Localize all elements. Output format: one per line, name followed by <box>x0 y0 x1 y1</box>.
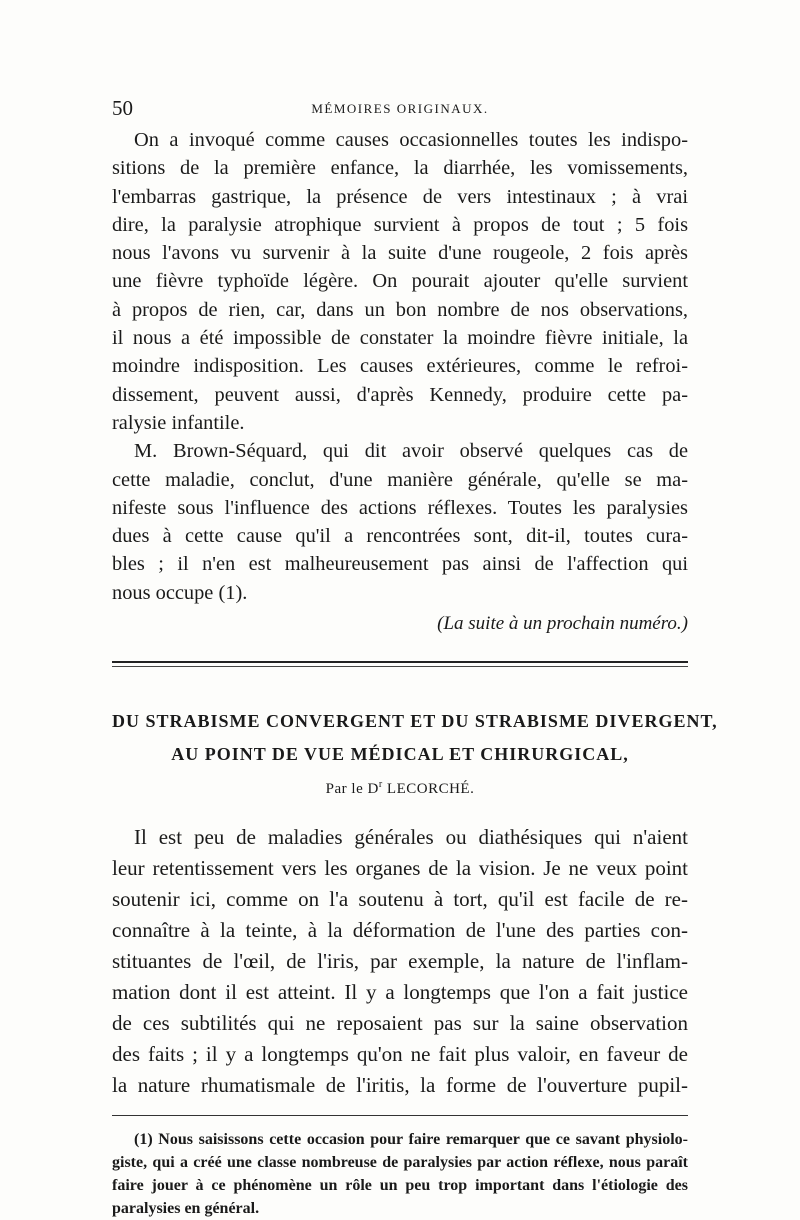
footnote-line: giste, qui a créé une classe nombreuse de paralysies par action réflexe, nous paraît <box>112 1154 688 1172</box>
footnote-line: faire jouer à ce phénomène un rôle un peu trop important dans l'étiologie des <box>112 1177 688 1195</box>
page-number: 50 <box>112 96 133 120</box>
text-line: soutenir ici, comme on l'a soutenu à tort, qu'il est facile de re- <box>112 887 688 912</box>
paragraph-strabisme <box>112 822 688 1101</box>
section-divider <box>112 661 688 667</box>
footnote-line: (1) Nous saisissons cette occasion pour faire remarquer que ce savant physiolo- <box>134 1131 688 1149</box>
text-line: mation dont il est atteint. Il y a longtemps que l'on a fait justice <box>112 980 688 1005</box>
paragraph-brown-sequard <box>112 437 688 607</box>
page <box>112 96 718 1220</box>
text-line: à propos de rien, car, dans un bon nombre de nos observations, <box>112 298 688 321</box>
article-title-line2: AU POINT DE VUE MÉDICAL ET CHIRURGICAL, <box>171 744 629 765</box>
text-line: connaître à la teinte, à la déformation de l'une des parties con- <box>112 918 688 943</box>
footnote-line: paralysies en général. <box>112 1200 260 1218</box>
text-line: nous l'avons vu survenir à la suite d'une rougeole, 2 fois après <box>112 242 688 265</box>
text-line: sitions de la première enfance, la diarrhée, les vomissements, <box>112 157 688 180</box>
text-line: cette maladie, conclut, d'une manière générale, qu'elle se ma- <box>112 468 688 491</box>
text-line: Il est peu de maladies générales ou diathésiques qui n'aient <box>134 825 688 850</box>
byline <box>112 779 688 798</box>
text-line: leur retentissement vers les organes de la vision. Je ne veux point <box>112 856 688 881</box>
byline-author: LECORCHÉ. <box>386 781 475 798</box>
text-line: de ces subtilités qui ne reposaient pas sur la saine observation <box>112 1011 688 1036</box>
text-line: bles ; il n'en est malheureusement pas ainsi de l'affection qui <box>112 553 688 576</box>
running-head <box>112 96 688 124</box>
text-line: dues à cette cause qu'il a rencontrées sont, dit-il, toutes cura- <box>112 525 688 548</box>
text-line: nifeste sous l'influence des actions réflexes. Toutes les paralysies <box>112 496 688 519</box>
running-head-title: MÉMOIRES ORIGINAUX. <box>311 101 489 116</box>
paragraph-causes <box>112 126 688 437</box>
footnote <box>112 1128 688 1220</box>
text-line: des faits ; il y a longtemps qu'on ne fait plus valoir, en faveur de <box>112 1042 688 1067</box>
text-line: dissement, peuvent aussi, d'après Kennedy, produire cette pa- <box>112 383 688 406</box>
text-line: On a invoqué comme causes occasionnelles toutes les indispo- <box>134 129 688 151</box>
continuation-note: (La suite à un prochain numéro.) <box>437 613 688 635</box>
text-line: moindre indisposition. Les causes extérieures, comme le refroi- <box>112 355 688 378</box>
byline-sup: r <box>378 779 383 791</box>
byline-prefix: Par le D <box>325 781 379 798</box>
text-line: une fièvre typhoïde légère. On pourait ajouter qu'elle survient <box>112 270 688 293</box>
footnote-divider <box>112 1115 688 1116</box>
text-line: nous occupe (1). <box>112 581 248 604</box>
text-line: stituantes de l'œil, de l'iris, par exemple, la nature de l'inflam- <box>112 949 688 974</box>
text-line: la nature rhumatismale de l'iritis, la forme de l'ouverture pupil- <box>112 1073 688 1098</box>
text-line: ralysie infantile. <box>112 411 245 434</box>
text-line: l'embarras gastrique, la présence de vers intestinaux ; à vrai <box>112 185 688 208</box>
article-title-line1: DU STRABISME CONVERGENT ET DU STRABISME DIVERGENT, <box>112 711 718 732</box>
text-line: il nous a été impossible de constater la moindre fièvre initiale, la <box>112 327 688 350</box>
text-line: M. Brown-Séquard, qui dit avoir observé quelques cas de <box>134 440 688 463</box>
article-title <box>112 705 718 771</box>
text-line: dire, la paralysie atrophique survient à propos de tout ; 5 fois <box>112 213 688 236</box>
